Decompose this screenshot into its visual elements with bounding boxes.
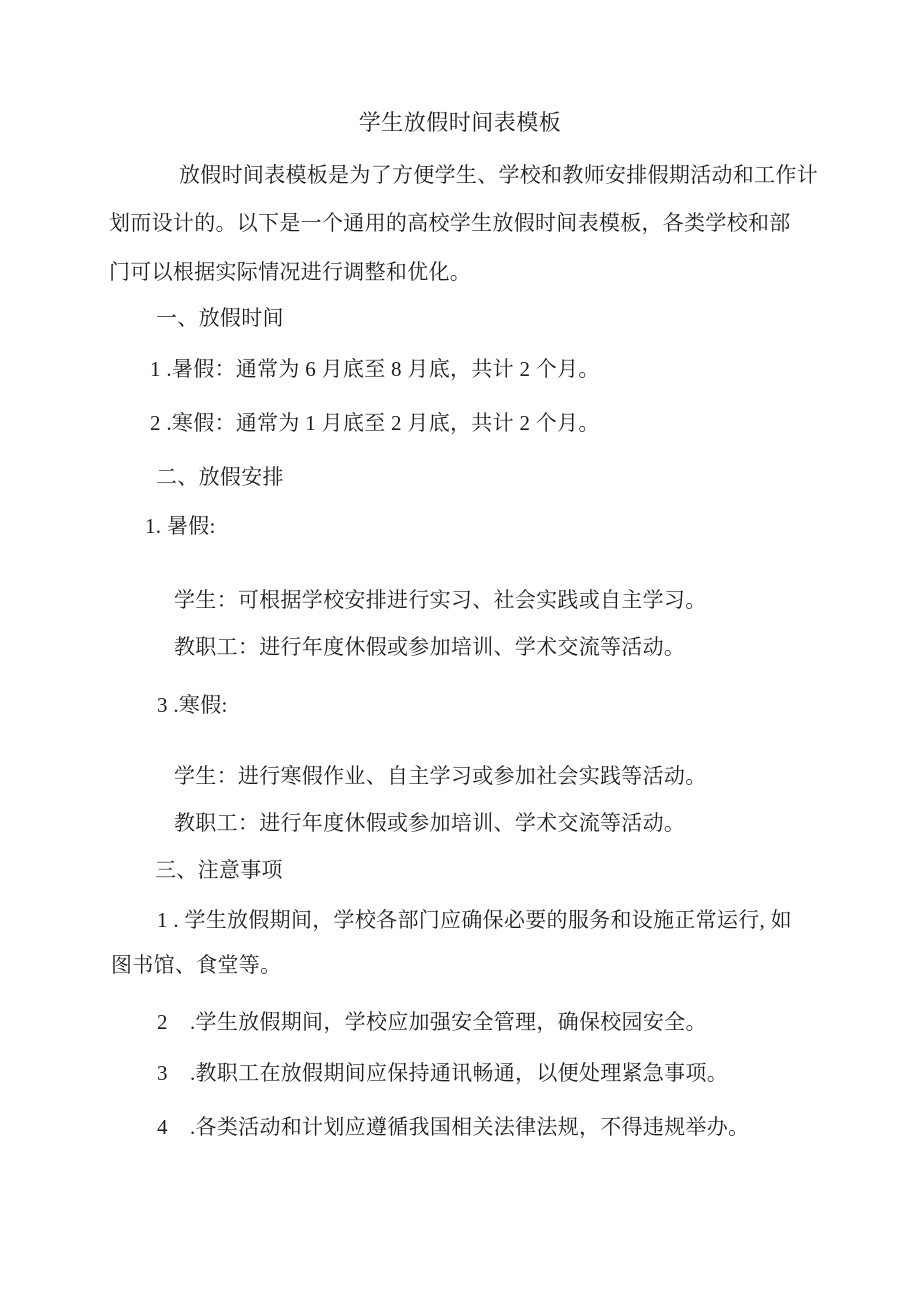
section2-summer-students: 学生：可根据学校安排进行实习、社会实践或自主学习。 [174, 588, 707, 612]
document-title: 学生放假时间表模板 [358, 110, 562, 135]
section3-heading: 三、注意事项 [155, 858, 283, 882]
section3-note2: 2 .学生放假期间，学校应加强安全管理，确保校园安全。 [157, 1010, 707, 1034]
section1-item-winter: 2 .寒假：通常为 1 月底至 2 月底，共计 2 个月。 [150, 411, 600, 435]
section2-winter-label: 3 .寒假: [157, 693, 228, 717]
section1-item-summer: 1 .暑假：通常为 6 月底至 8 月底，共计 2 个月。 [150, 357, 600, 381]
intro-paragraph-line-2: 划而设计的。以下是一个通用的高校学生放假时间表模板，各类学校和部 [109, 211, 791, 235]
section3-note1-line-2: 图书馆、食堂等。 [111, 953, 282, 977]
intro-paragraph-line-3: 门可以根据实际情况进行调整和优化。 [109, 260, 472, 284]
section1-heading: 一、放假时间 [156, 306, 284, 330]
intro-paragraph-line-1: 放假时间表模板是为了方便学生、学校和教师安排假期活动和工作计 [179, 163, 818, 187]
section2-summer-label: 1. 暑假: [145, 514, 216, 538]
section3-note3: 3 .教职工在放假期间应保持通讯畅通，以便处理紧急事项。 [157, 1061, 729, 1085]
section3-note1-line-1: 1 . 学生放假期间，学校各部门应确保必要的服务和设施正常运行, 如 [157, 908, 792, 932]
section2-summer-staff: 教职工：进行年度休假或参加培训、学术交流等活动。 [174, 635, 686, 659]
section2-winter-students: 学生：进行寒假作业、自主学习或参加社会实践等活动。 [174, 764, 707, 788]
section3-note4: 4 .各类活动和计划应遵循我国相关法律法规，不得违规举办。 [157, 1115, 750, 1139]
section2-winter-staff: 教职工：进行年度休假或参加培训、学术交流等活动。 [174, 811, 686, 835]
section2-heading: 二、放假安排 [156, 465, 284, 489]
